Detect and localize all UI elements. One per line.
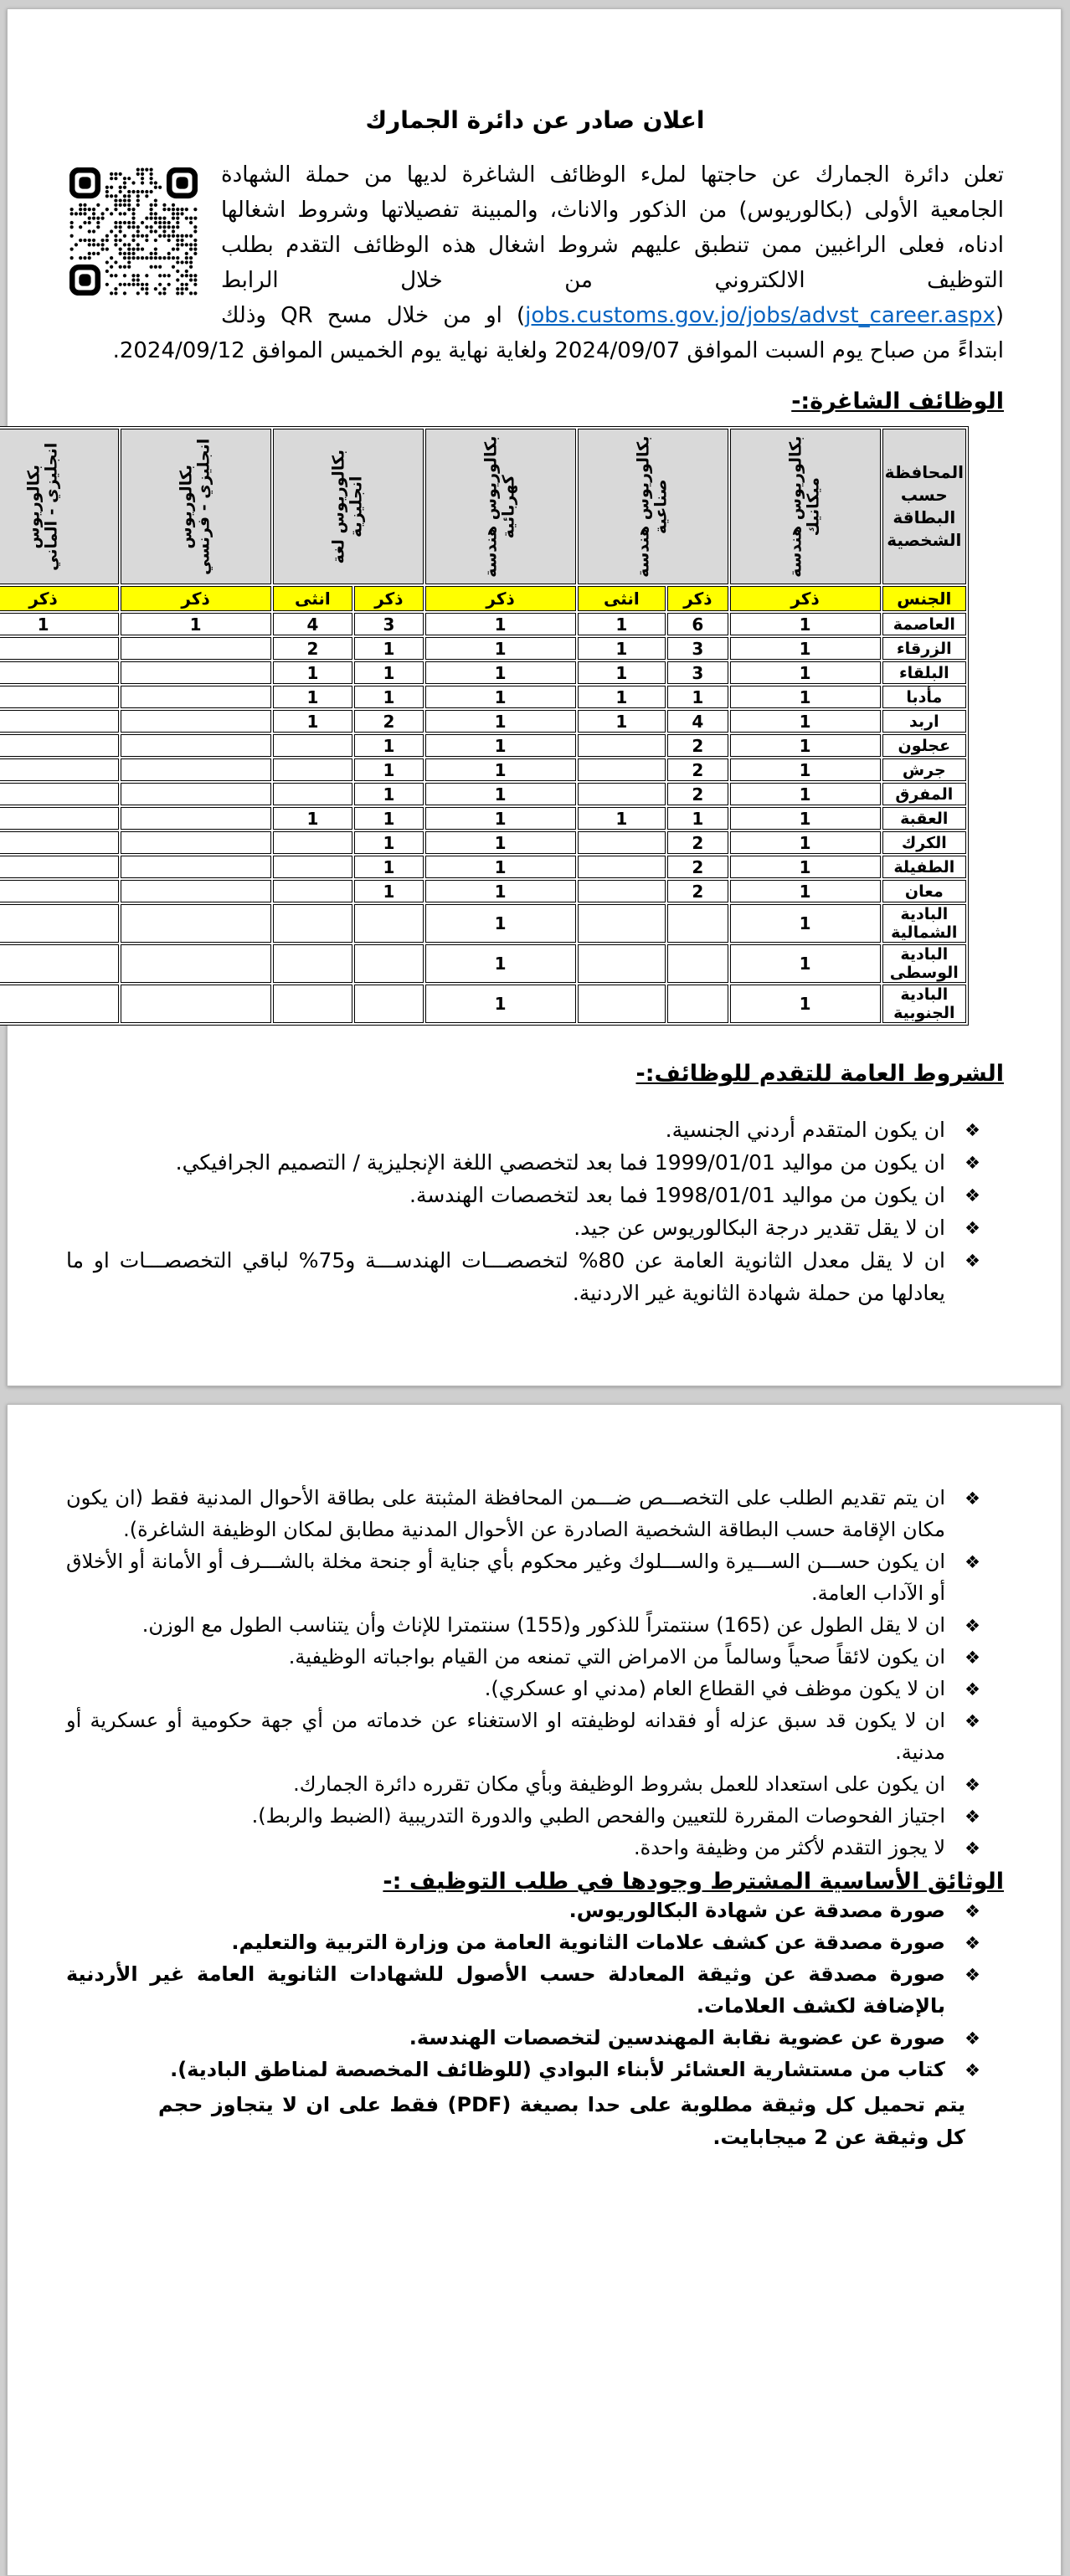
table-cell-governorate: عجلون xyxy=(882,734,966,757)
bullet-text: ان لا يقل الطول عن (165) سنتمتراً للذكور و(155) سنتمترا للإناث وأن يتناسب الطول مع الوزن. xyxy=(141,1613,945,1637)
table-cell-count xyxy=(273,831,353,854)
condition-item xyxy=(66,1545,1004,1609)
document-item xyxy=(66,1895,1004,1926)
table-cell-degree-header: بكالوريوس هندسة صناعية xyxy=(578,429,728,584)
diamond-bullet-icon: ❖ xyxy=(965,1552,980,1572)
table-cell-count: 1 xyxy=(730,734,881,757)
bullet-text: صورة مصدقة عن كشف علامات الثانوية العامة من وزارة التربية والتعليم. xyxy=(231,1931,945,1954)
table-cell-count xyxy=(578,880,666,902)
table-cell-gender: ذكر xyxy=(425,586,576,611)
table-cell-governorate: مأدبا xyxy=(882,686,966,708)
condition-item xyxy=(66,1146,1004,1179)
table-cell-count xyxy=(273,880,353,902)
table-cell-count: 1 xyxy=(730,613,881,635)
intro-text-after: ) او من خلال مسح QR وذلك ابتداءً من صباح يوم السبت الموافق 2024/09/07 ولغاية نهاية يوم الخميس الموافق 2024/09/12. xyxy=(112,303,1004,363)
table-cell-count: 1 xyxy=(354,880,423,902)
table-cell-count xyxy=(0,831,119,854)
table-cell-count: 1 xyxy=(354,831,423,854)
table-cell-count: 1 xyxy=(0,613,119,635)
bullet-text: ان لا يكون موظف في القطاع العام (مدني او عسكري). xyxy=(484,1677,945,1700)
page-title: اعلان صادر عن دائرة الجمارك xyxy=(365,106,705,134)
bullet-text: ان يكون من مواليد 1999/01/01 فما بعد لتخصصي اللغة الإنجليزية / التصميم الجرافيكي. xyxy=(175,1150,945,1175)
table-cell-governorate: جرش xyxy=(882,758,966,781)
bullet-text: ان لا يكون قد سبق عزله أو فقدانه لوظيفته او الاستغناء عن خدماته من أي جهة حكومية أو عسكرية أو مدنية. xyxy=(66,1709,945,1764)
table-cell-count xyxy=(273,783,353,805)
table-row xyxy=(0,686,966,708)
table-cell-governorate: البادية الشمالية xyxy=(882,904,966,943)
table-cell-count: 1 xyxy=(425,880,576,902)
table-row xyxy=(0,807,966,830)
bullet-text: صورة عن عضوية نقابة المهندسين لتخصصات الهندسة. xyxy=(409,2026,945,2049)
table-cell-count xyxy=(273,758,353,781)
document-item xyxy=(66,2022,1004,2054)
table-cell-count: 1 xyxy=(425,734,576,757)
table-cell-degree-header: بكالوريوس لغة انجليزية xyxy=(273,429,424,584)
table-cell-governorate: الكرك xyxy=(882,831,966,854)
bullet-text: ان يكون حســـن الســـيرة والســـلوك وغير محكوم بأي جناية أو جنحة مخلة بالشـــرف أو الأمانة أو الأخلاق أو الآداب العامة. xyxy=(66,1550,945,1605)
table-cell-count xyxy=(273,904,353,943)
table-cell-gender-label: الجنس xyxy=(882,586,966,611)
diamond-bullet-icon: ❖ xyxy=(965,1933,980,1953)
table-cell-count xyxy=(121,904,271,943)
table-cell-governorate: معان xyxy=(882,880,966,902)
table-cell-governorate: الطفيلة xyxy=(882,856,966,878)
table-cell-count: 4 xyxy=(273,613,353,635)
table-cell-count xyxy=(0,807,119,830)
condition-item xyxy=(66,1832,1004,1864)
table-cell-count xyxy=(121,637,271,660)
table-cell-governorate: اربد xyxy=(882,710,966,733)
table-cell-count xyxy=(0,710,119,733)
table-cell-count: 3 xyxy=(354,613,423,635)
diamond-bullet-icon: ❖ xyxy=(965,1965,980,1985)
condition-item xyxy=(66,1673,1004,1704)
table-cell-count xyxy=(121,710,271,733)
diamond-bullet-icon: ❖ xyxy=(965,1679,980,1699)
condition-item xyxy=(66,1244,1004,1309)
table-cell-count: 1 xyxy=(354,783,423,805)
table-cell-degree-header: بكالوريوس هندسة ميكانيك xyxy=(730,429,881,584)
table-cell-count xyxy=(0,856,119,878)
page-2 xyxy=(7,1404,1062,2576)
table-cell-count xyxy=(0,686,119,708)
table-cell-count: 2 xyxy=(354,710,423,733)
table-cell-count xyxy=(0,985,119,1023)
diamond-bullet-icon: ❖ xyxy=(965,1807,980,1827)
table-cell-count xyxy=(0,904,119,943)
table-cell-governorate-header: المحافظة حسب البطاقة الشخصية xyxy=(882,429,966,584)
table-cell-count: 1 xyxy=(730,661,881,684)
table-cell-gender: ذكر xyxy=(667,586,728,611)
table-cell-count: 1 xyxy=(354,734,423,757)
table-row xyxy=(0,944,966,983)
table-row xyxy=(0,880,966,902)
table-cell-count: 1 xyxy=(730,831,881,854)
table-cell-count: 1 xyxy=(425,637,576,660)
table-cell-count: 2 xyxy=(273,637,353,660)
table-header-row xyxy=(0,429,966,584)
table-cell-count xyxy=(578,758,666,781)
table-cell-count: 1 xyxy=(578,613,666,635)
diamond-bullet-icon: ❖ xyxy=(965,1251,980,1271)
table-row xyxy=(0,985,966,1023)
table-row xyxy=(0,613,966,635)
bullet-text: صورة مصدقة عن شهادة البكالوريوس. xyxy=(568,1899,945,1922)
table-cell-count xyxy=(121,944,271,983)
qr-code xyxy=(69,167,198,296)
diamond-bullet-icon: ❖ xyxy=(965,1838,980,1859)
diamond-bullet-icon: ❖ xyxy=(965,1901,980,1921)
documents-heading: الوثائق الأساسية المشترط وجودها في طلب التوظيف :- xyxy=(383,1869,1004,1895)
table-cell-count: 1 xyxy=(730,686,881,708)
table-cell-count: 1 xyxy=(354,807,423,830)
condition-item xyxy=(66,1113,1004,1146)
diamond-bullet-icon: ❖ xyxy=(965,1648,980,1668)
page-1 xyxy=(7,8,1062,1386)
table-cell-count xyxy=(0,758,119,781)
bullet-text: كتاب من مستشارية العشائر لأبناء البوادي (للوظائف المخصصة لمناطق البادية). xyxy=(170,2058,945,2081)
condition-item xyxy=(66,1179,1004,1211)
bullet-text: اجتياز الفحوصات المقررة للتعيين والفحص الطبي والدورة التدريبية (الضبط والربط). xyxy=(251,1804,945,1828)
table-cell-gender: انثى xyxy=(273,586,353,611)
documents-list xyxy=(66,1895,1004,2085)
table-cell-count: 1 xyxy=(667,686,728,708)
bullet-text: ان يكون لائقاً صحياً وسالماً من الامراض التي تمنعه من القيام بواجباته الوظيفية. xyxy=(288,1645,945,1668)
table-cell-count: 1 xyxy=(425,807,576,830)
intro-paragraph xyxy=(66,157,1004,368)
table-cell-count: 1 xyxy=(273,661,353,684)
diamond-bullet-icon: ❖ xyxy=(965,2060,980,2080)
bullet-text: لا يجوز التقدم لأكثر من وظيفة واحدة. xyxy=(634,1836,945,1859)
table-cell-governorate: البادية الجنوبية xyxy=(882,985,966,1023)
table-cell-gender: انثى xyxy=(578,586,666,611)
table-cell-governorate: العاصمة xyxy=(882,613,966,635)
table-cell-count: 2 xyxy=(667,783,728,805)
table-cell-count: 1 xyxy=(354,686,423,708)
table-cell-count: 1 xyxy=(730,637,881,660)
table-cell-count: 1 xyxy=(354,758,423,781)
table-cell-count xyxy=(273,734,353,757)
table-cell-count xyxy=(121,880,271,902)
table-cell-count: 1 xyxy=(730,807,881,830)
condition-item xyxy=(66,1211,1004,1244)
diamond-bullet-icon: ❖ xyxy=(965,1711,980,1731)
table-row xyxy=(0,758,966,781)
document-item xyxy=(66,1958,1004,2022)
table-cell-count xyxy=(121,831,271,854)
table-cell-count: 1 xyxy=(273,710,353,733)
table-cell-governorate: العقبة xyxy=(882,807,966,830)
table-cell-count: 1 xyxy=(121,613,271,635)
table-cell-count: 1 xyxy=(425,710,576,733)
condition-item xyxy=(66,1704,1004,1768)
table-row xyxy=(0,904,966,943)
table-cell-count xyxy=(121,985,271,1023)
table-cell-count: 1 xyxy=(730,710,881,733)
table-cell-gender: ذكر xyxy=(354,586,423,611)
table-cell-degree-header: بكالوريوس هندسة كهربائية xyxy=(425,429,576,584)
diamond-bullet-icon: ❖ xyxy=(965,2028,980,2049)
table-cell-count: 2 xyxy=(667,734,728,757)
table-cell-count: 1 xyxy=(425,944,576,983)
table-cell-governorate: الزرقاء xyxy=(882,637,966,660)
table-cell-count xyxy=(578,831,666,854)
table-cell-count: 1 xyxy=(730,783,881,805)
table-cell-count: 1 xyxy=(273,686,353,708)
table-cell-count xyxy=(273,856,353,878)
table-cell-count: 2 xyxy=(667,758,728,781)
table-cell-count xyxy=(667,985,728,1023)
qr-code-image xyxy=(69,167,198,296)
diamond-bullet-icon: ❖ xyxy=(965,1616,980,1636)
table-cell-count: 3 xyxy=(667,637,728,660)
bullet-text: ان لا يقل معدل الثانوية العامة عن 80% لتخصصـــات الهندســـة و75% لباقي التخصصـــات او ما يعادلها من حملة شهادة الثانوية غير الاردنية. xyxy=(66,1248,945,1305)
table-gender-row xyxy=(0,586,966,611)
table-cell-count: 2 xyxy=(667,831,728,854)
table-row xyxy=(0,831,966,854)
table-cell-count: 1 xyxy=(354,637,423,660)
table-cell-count xyxy=(121,758,271,781)
table-cell-count: 1 xyxy=(425,904,576,943)
table-cell-gender: ذكر xyxy=(121,586,271,611)
conditions-list-page1 xyxy=(66,1113,1004,1309)
table-cell-count xyxy=(578,734,666,757)
table-cell-count: 1 xyxy=(730,985,881,1023)
diamond-bullet-icon: ❖ xyxy=(965,1218,980,1238)
table-cell-count: 1 xyxy=(730,758,881,781)
table-cell-count: 1 xyxy=(425,831,576,854)
table-cell-count: 1 xyxy=(354,856,423,878)
condition-item xyxy=(66,1641,1004,1673)
table-cell-count: 1 xyxy=(425,661,576,684)
table-cell-count xyxy=(0,661,119,684)
document-item xyxy=(66,1926,1004,1958)
table-cell-count: 1 xyxy=(578,807,666,830)
table-cell-count xyxy=(578,783,666,805)
table-row xyxy=(0,783,966,805)
table-cell-count xyxy=(121,734,271,757)
table-cell-count xyxy=(0,783,119,805)
upload-note: يتم تحميل كل وثيقة مطلوبة على حدا بصيغة (PDF) فقط على ان لا يتجاوز حجم كل وثيقة عن 2 ميجابايت. xyxy=(158,2093,966,2149)
conditions-heading: الشروط العامة للتقدم للوظائف:- xyxy=(635,1061,1004,1087)
table-cell-count: 3 xyxy=(667,661,728,684)
vacancies-heading: الوظائف الشاغرة:- xyxy=(791,388,1004,414)
table-cell-count xyxy=(578,985,666,1023)
table-cell-count: 1 xyxy=(425,783,576,805)
table-cell-count: 1 xyxy=(354,661,423,684)
diamond-bullet-icon: ❖ xyxy=(965,1120,980,1140)
table-cell-count xyxy=(578,856,666,878)
table-cell-count: 1 xyxy=(578,661,666,684)
table-row xyxy=(0,710,966,733)
table-row xyxy=(0,637,966,660)
table-row xyxy=(0,856,966,878)
table-cell-gender: ذكر xyxy=(0,586,119,611)
bullet-text: ان يكون المتقدم أردني الجنسية. xyxy=(665,1118,945,1142)
table-cell-count xyxy=(121,807,271,830)
condition-item xyxy=(66,1609,1004,1641)
condition-item xyxy=(66,1482,1004,1545)
intro-text-before: تعلن دائرة الجمارك عن حاجتها لملء الوظائف الشاغرة لديها من حملة الشهادة الجامعية الأولى (بكالوريوس) من الذكور والاناث، والمبينة تفصيلاتها وشروط اشغالها ادناه، فعلى الراغبين ممن تنطبق عليهم شروط اشغال هذه الوظائف التقدم بطلب التوظيف الالكتروني من خلال الرابط ( xyxy=(221,162,1004,328)
table-cell-count xyxy=(0,637,119,660)
condition-item xyxy=(66,1800,1004,1832)
table-cell-count xyxy=(273,985,353,1023)
application-link[interactable]: jobs.customs.gov.jo/jobs/advst_career.aspx xyxy=(525,303,995,328)
table-cell-count: 1 xyxy=(730,856,881,878)
table-cell-count: 1 xyxy=(425,985,576,1023)
diamond-bullet-icon: ❖ xyxy=(965,1153,980,1173)
table-cell-count: 1 xyxy=(667,807,728,830)
diamond-bullet-icon: ❖ xyxy=(965,1185,980,1206)
vacancies-table xyxy=(0,426,969,1026)
table-cell-count: 1 xyxy=(730,904,881,943)
table-row xyxy=(0,661,966,684)
table-cell-count xyxy=(0,880,119,902)
table-cell-count: 4 xyxy=(667,710,728,733)
condition-item xyxy=(66,1768,1004,1800)
table-cell-count xyxy=(121,856,271,878)
table-row xyxy=(0,734,966,757)
table-cell-count xyxy=(121,661,271,684)
bullet-text: ان يكون على استعداد للعمل بشروط الوظيفة وبأي مكان تقرره دائرة الجمارك. xyxy=(293,1772,945,1796)
table-cell-count: 1 xyxy=(730,944,881,983)
table-cell-count: 1 xyxy=(425,613,576,635)
table-cell-count: 1 xyxy=(578,710,666,733)
conditions-list-page2 xyxy=(66,1482,1004,1864)
table-cell-count: 2 xyxy=(667,856,728,878)
bullet-text: ان لا يقل تقدير درجة البكالوريوس عن جيد. xyxy=(574,1216,945,1240)
document-item xyxy=(66,2054,1004,2085)
diamond-bullet-icon: ❖ xyxy=(965,1489,980,1509)
table-cell-count: 1 xyxy=(425,856,576,878)
table-cell-count: 1 xyxy=(578,637,666,660)
table-cell-count: 2 xyxy=(667,880,728,902)
table-cell-count xyxy=(578,904,666,943)
table-cell-count: 1 xyxy=(273,807,353,830)
table-cell-degree-header: بكالوريوس انجليزي - فرنسي xyxy=(121,429,271,584)
table-cell-count xyxy=(578,944,666,983)
table-cell-count xyxy=(667,904,728,943)
table-cell-count: 1 xyxy=(425,758,576,781)
diamond-bullet-icon: ❖ xyxy=(965,1775,980,1795)
table-cell-gender: ذكر xyxy=(730,586,881,611)
bullet-text: ان يتم تقديم الطلب على التخصـــص ضـــمن المحافظة المثبتة على بطاقة الأحوال المدنية فقط (ان يكون مكان الإقامة حسب البطاقة الشخصية الصادرة عن الأحوال المدنية مطابق لمكان الوظيفة الشاغرة). xyxy=(66,1486,945,1541)
table-cell-count: 6 xyxy=(667,613,728,635)
table-cell-count xyxy=(121,686,271,708)
table-cell-count xyxy=(273,944,353,983)
table-cell-count xyxy=(354,904,423,943)
table-cell-count xyxy=(354,944,423,983)
table-cell-governorate: البلقاء xyxy=(882,661,966,684)
table-cell-count xyxy=(354,985,423,1023)
table-cell-count xyxy=(0,944,119,983)
bullet-text: ان يكون من مواليد 1998/01/01 فما بعد لتخصصات الهندسة. xyxy=(409,1183,945,1207)
table-cell-count xyxy=(0,734,119,757)
table-cell-count xyxy=(667,944,728,983)
table-cell-count: 1 xyxy=(730,880,881,902)
table-cell-governorate: البادية الوسطى xyxy=(882,944,966,983)
table-cell-governorate: المفرق xyxy=(882,783,966,805)
table-cell-count: 1 xyxy=(425,686,576,708)
table-cell-degree-header: بكالوريوس انجليزي - الماني xyxy=(0,429,119,584)
table-cell-count xyxy=(121,783,271,805)
table-cell-count: 1 xyxy=(578,686,666,708)
bullet-text: صورة مصدقة عن وثيقة المعادلة حسب الأصول للشهادات الثانوية العامة غير الأردنية بالإضافة لكشف العلامات. xyxy=(66,1962,945,2018)
